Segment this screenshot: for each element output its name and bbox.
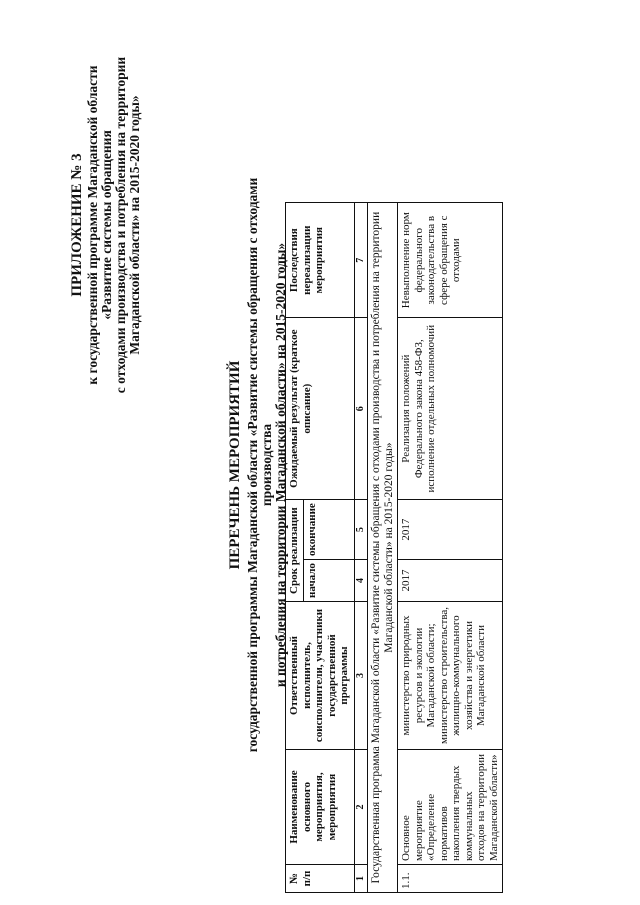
column-number: 1 [354, 865, 368, 893]
row-num: 1.1. [398, 865, 503, 893]
header-row [286, 203, 304, 893]
annex-title: ПРИЛОЖЕНИЕ № 3 [69, 153, 85, 297]
row-consequences: Невыполнение норм федерального законодательства в сфере обращения с отходами [398, 203, 503, 318]
table-row [398, 203, 503, 893]
column-number: 2 [354, 750, 368, 865]
column-number: 7 [354, 203, 368, 318]
header-name: Наименование основного мероприятия, мероприятия [286, 750, 355, 865]
header-num: № п/п [286, 865, 355, 893]
list-subtitle-line: и потребления на территории Магаданской области» на 2015-2020 годы» [273, 242, 288, 688]
header-consequences: Последствия нереализации мероприятия [286, 203, 355, 318]
list-subtitle-line: государственной программы Магаданской области «Развитие системы обращения с отходами производства [245, 177, 274, 753]
column-number-row [354, 203, 368, 893]
annex-line: «Развитие системы обращения [99, 130, 114, 320]
header-result: Ожидаемый результат (краткое описание) [286, 318, 355, 500]
annex-line: к государственной программе Магаданской области [85, 65, 100, 385]
header-start: начало [303, 560, 354, 602]
header-end: окончание [303, 500, 354, 560]
column-number: 4 [354, 560, 368, 602]
annex-line: Магаданской области» на 2015-2020 годы» [127, 95, 142, 355]
section-row [368, 203, 398, 893]
annex-header [70, 15, 142, 435]
row-start: 2017 [398, 560, 503, 602]
column-number: 6 [354, 318, 368, 500]
section-title: Государственная программа Магаданской области «Развитие системы обращения с отходами производства и потребления на территории Магаданской области» на 2015-2020 годы» [368, 203, 398, 893]
column-number: 3 [354, 602, 368, 750]
list-header [228, 145, 288, 785]
list-title: ПЕРЕЧЕНЬ МЕРОПРИЯТИЙ [227, 360, 243, 570]
row-end: 2017 [398, 500, 503, 560]
row-result: Реализация положений Федерального закона 458-ФЗ, исполнение отдельных полномочий [398, 318, 503, 500]
annex-line: с отходами производства и потребления на территории [113, 56, 128, 394]
measures-table [285, 202, 503, 893]
header-responsible: Ответственный исполнитель, соисполнители, участники государственной программы [286, 602, 355, 750]
row-name: Основное мероприятие «Определение нормативов накопления твердых коммунальных отходов на территории Магаданской области» [398, 750, 503, 865]
column-number: 5 [354, 500, 368, 560]
header-period: Срок реализации [286, 500, 304, 602]
row-responsible: министерство природных ресурсов и экологии Магаданской области; министерство строительства, жилищно-коммунального хозяйства и энергетики Магаданской области [398, 602, 503, 750]
